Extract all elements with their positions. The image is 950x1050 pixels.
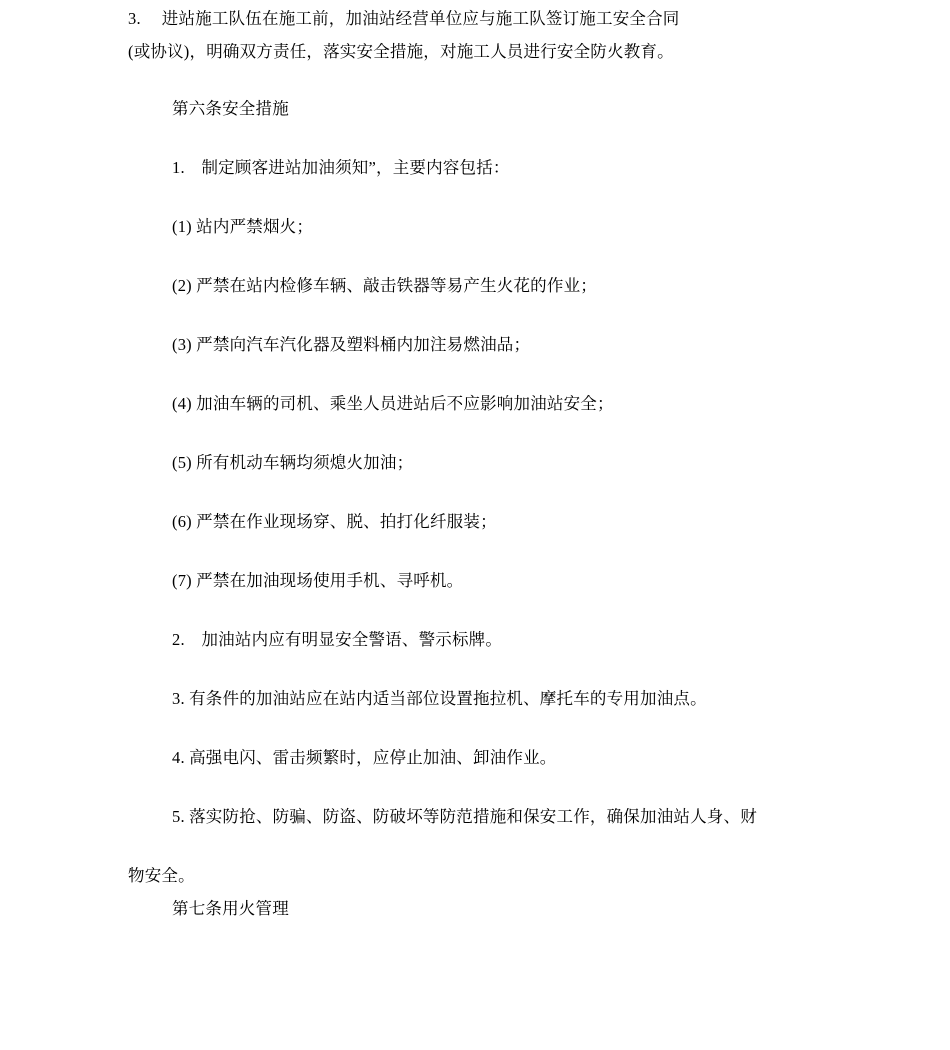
heading-article-seven: 第七条用火管理: [172, 899, 289, 918]
list-subitem-2: (2) 严禁在站内检修车辆、敲击铁器等易产生火花的作业；: [172, 276, 597, 295]
paragraph-item-3-line-2: (或协议)，明确双方责任，落实安全措施，对施工人员进行安全防火教育。: [128, 42, 674, 61]
paragraph-item-3-line-1: 3. 进站施工队伍在施工前，加油站经营单位应与施工队签订施工安全合同: [128, 9, 680, 28]
list-item-4: 4. 高强电闪、雷击频繁时，应停止加油、卸油作业。: [172, 748, 557, 767]
list-item-1: 1. 制定顾客进站加油须知”，主要内容包括：: [172, 158, 510, 177]
list-subitem-3: (3) 严禁向汽车汽化器及塑料桶内加注易燃油品；: [172, 335, 531, 354]
document-body: [128, 0, 822, 925]
list-item-2: 2. 加油站内应有明显安全警语、警示标牌。: [172, 630, 503, 649]
list-item-3: 3. 有条件的加油站应在站内适当部位设置拖拉机、摩托车的专用加油点。: [172, 689, 707, 708]
list-item-5-line-1: 5. 落实防抢、防骗、防盗、防破坏等防范措施和保安工作，确保加油站人身、财: [172, 807, 757, 826]
list-item-5-line-2: 物安全。: [128, 866, 195, 885]
list-subitem-5: (5) 所有机动车辆均须熄火加油；: [172, 453, 414, 472]
heading-article-six: 第六条安全措施: [172, 99, 289, 118]
list-subitem-6: (6) 严禁在作业现场穿、脱、拍打化纤服装；: [172, 512, 497, 531]
list-subitem-1: (1) 站内严禁烟火；: [172, 217, 314, 236]
list-subitem-4: (4) 加油车辆的司机、乘坐人员进站后不应影响加油站安全；: [172, 394, 614, 413]
list-subitem-7: (7) 严禁在加油现场使用手机、寻呼机。: [172, 571, 464, 590]
